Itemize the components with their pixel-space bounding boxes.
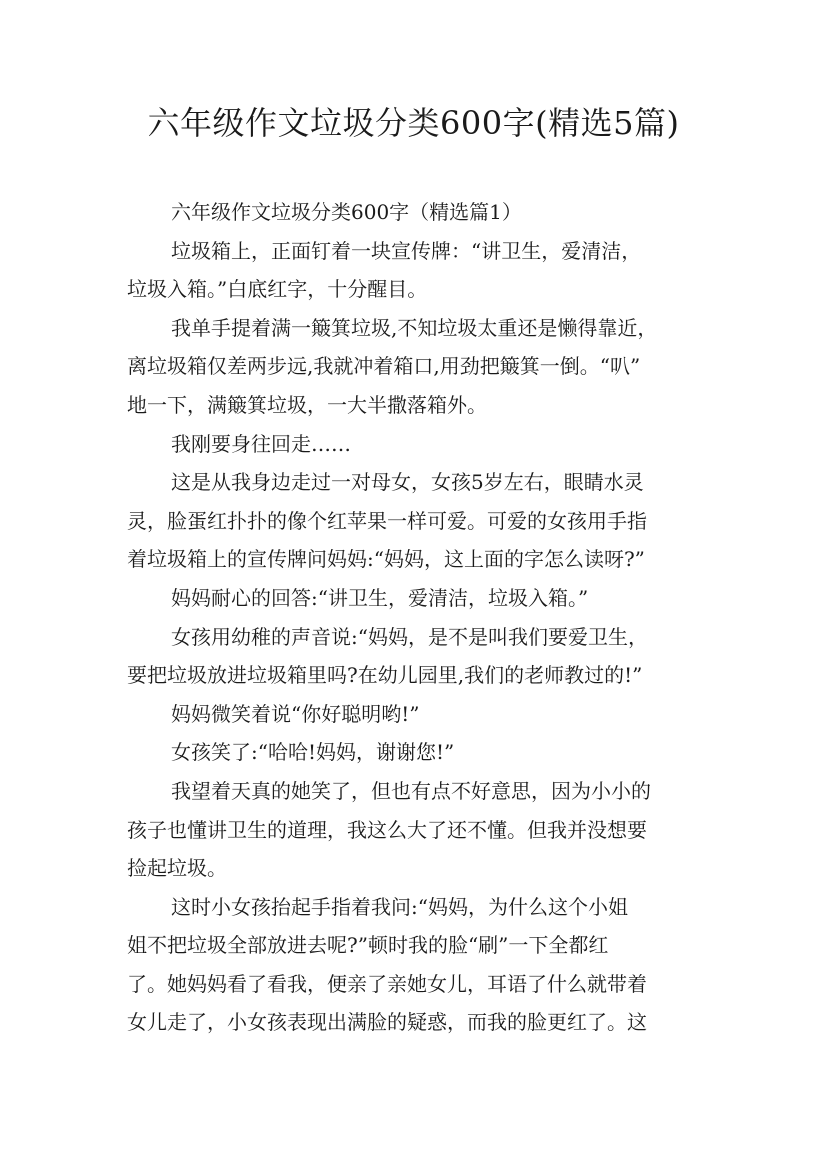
paragraph-line: 这是从我身边走过一对母女，女孩5岁左右，眼睛水灵 [171,470,644,495]
paragraph-line: 垃圾入箱。”白底红字，十分醒目。 [127,277,428,302]
paragraph-line: 我望着天真的她笑了，但也有点不好意思，因为小小的 [171,778,651,803]
section-heading: 六年级作文垃圾分类600字（精选篇1） [171,200,522,224]
paragraph-line: 着垃圾箱上的宣传牌问妈妈:“妈妈，这上面的字怎么读呀?” [127,547,645,572]
paragraph-line: 垃圾箱上，正面钉着一块宣传牌：“讲卫生，爱清洁， [171,238,642,263]
paragraph-line: 离垃圾箱仅差两步远,我就冲着箱口,用劲把簸箕一倒。“叭” [127,354,641,379]
paragraph-line: 灵，脸蛋红扑扑的像个红苹果一样可爱。可爱的女孩用手指 [127,508,647,533]
paragraph-line: 孩子也懂讲卫生的道理，我这么大了还不懂。但我并没想要 [127,817,647,842]
paragraph-line: 这时小女孩抬起手指着我问:“妈妈，为什么这个小姐 [171,894,628,919]
page-title: 六年级作文垃圾分类600字(精选5篇) [147,104,680,142]
article-body [127,193,707,1042]
paragraph-line: 我单手提着满一簸箕垃圾,不知垃圾太重还是懒得靠近， [171,315,658,340]
paragraph-line: 女孩笑了:“哈哈!妈妈，谢谢您!” [171,740,455,765]
paragraph-line: 了。她妈妈看了看我，便亲了亲她女儿，耳语了什么就带着 [127,971,647,996]
paragraph-line: 要把垃圾放进垃圾箱里吗?在幼儿园里,我们的老师教过的!” [127,663,643,688]
paragraph-line: 妈妈微笑着说“你好聪明哟!” [171,701,420,726]
paragraph-line: 地一下，满簸箕垃圾，一大半撒落箱外。 [127,392,487,417]
paragraph-line: 妈妈耐心的回答:“讲卫生，爱清洁，垃圾入箱。” [171,585,589,610]
paragraph-line: 女儿走了，小女孩表现出满脸的疑惑，而我的脸更红了。这 [127,1010,647,1035]
paragraph-line: 我刚要身往回走…… [171,431,351,456]
paragraph-line: 女孩用幼稚的声音说:“妈妈，是不是叫我们要爱卫生， [171,624,648,649]
paragraph-line: 姐不把垃圾全部放进去呢?”顿时我的脸“刷”一下全都红 [127,933,609,958]
paragraph-line: 捡起垃圾。 [127,856,227,881]
